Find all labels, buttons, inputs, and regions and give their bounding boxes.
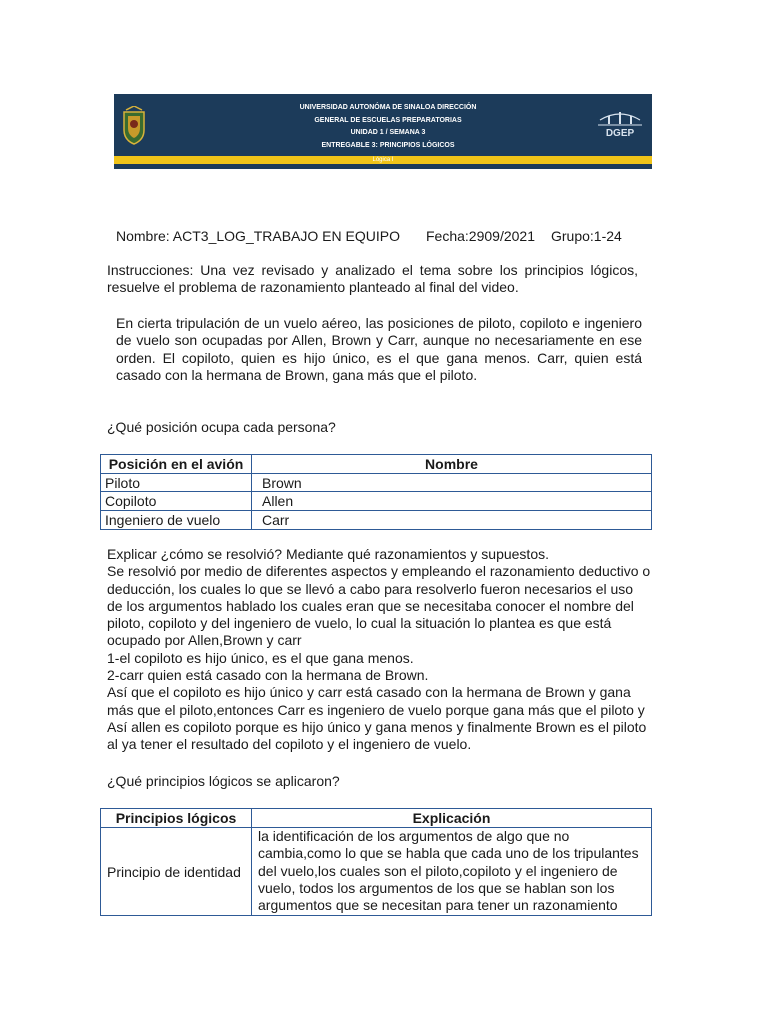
table-row [101, 828, 652, 916]
student-name: Nombre: ACT3_LOG_TRABAJO EN EQUIPO [116, 228, 400, 244]
table-header-row [101, 455, 652, 474]
column-header-name: Nombre [252, 455, 652, 474]
banner-line-deliverable: ENTREGABLE 3: PRINCIPIOS LÓGICOS [321, 141, 455, 149]
date: Fecha:2909/2021 [426, 228, 535, 244]
explanation-paragraph-2: Así que el copiloto es hijo único y carr está casado con la hermana de Brown y gana más que el piloto,entonces Carr es ingeniero de vuelo porque gana más que el piloto y Así allen es copiloto porque es hijo único y gana menos y finalmente Brown es el piloto al ya tener el resultado del copiloto y el ingeniero de vuelo. [107, 684, 647, 753]
banner-line-university: UNIVERSIDAD AUTONÓMA DE SINALOA DIRECCIÓN [299, 104, 477, 111]
position-cell: Copiloto [101, 492, 252, 511]
column-header-explanation: Explicación [252, 809, 652, 828]
position-cell: Piloto [101, 474, 252, 492]
table-row [101, 474, 652, 492]
table-header-row [101, 809, 652, 828]
name-cell: Allen [252, 492, 652, 511]
banner-line-schools: GENERAL DE ESCUELAS PREPARATORIAS [314, 116, 462, 124]
name-cell: Brown [252, 474, 652, 492]
explanation-block [107, 546, 652, 754]
position-cell: Ingeniero de vuelo [101, 511, 252, 530]
explanation-prompt: Explicar ¿cómo se resolvió? Mediante qué razonamientos y supuestos. [107, 546, 549, 562]
positions-table [100, 454, 652, 530]
dgep-logo [594, 106, 646, 140]
banner-title-block [264, 102, 512, 152]
column-header-principle: Principios lógicos [101, 809, 252, 828]
problem-statement: En cierta tripulación de un vuelo aéreo, las posiciones de piloto, copiloto e ingeniero de vuelo son ocupadas por Allen, Brown y Carr, aunque no necesariamente en ese orden. El copiloto, quien es hijo único, es el que gana menos. Carr, quien está casado con la hermana de Brown, gana más que el piloto. [116, 315, 642, 383]
question-positions: ¿Qué posición ocupa cada persona? [107, 419, 336, 435]
explanation-cell: la identificación de los argumentos de algo que no cambia,como lo que se habla que cada uno de los tripulantes del vuelo,los cuales son el piloto,copiloto y el ingeniero de vuelo, todos los argumentos de los que se hablan son los argumentos que se necesitan para tener un razonamiento [252, 828, 652, 916]
explanation-point-1: 1-el copiloto es hijo único, es el que gana menos. [107, 649, 414, 666]
header-banner [114, 94, 652, 169]
explanation-paragraph-1: Se resolvió por medio de diferentes aspectos y empleando el razonamiento deductivo o deducción, los cuales lo que se llevó a cabo para resolverlo fueron necesarios el uso de los argumentos hablado los cuales eran que se necesitaba conocer el nombre del piloto, copiloto y del ingeniero de vuelo, lo cual la situación lo plantea es que está ocupado por Allen,Brown y carr [107, 563, 651, 649]
explanation-point-2: 2-carr quien está casado con la hermana de Brown. [107, 667, 429, 684]
principles-table [100, 808, 652, 916]
table-row [101, 492, 652, 511]
banner-line-unit: UNIDAD 1 / SEMANA 3 [350, 129, 426, 136]
principle-cell: Principio de identidad [101, 828, 252, 916]
university-shield-logo [120, 106, 148, 146]
table-row [101, 511, 652, 530]
banner-subject: Lógica I [372, 157, 394, 163]
column-header-position: Posición en el avión [101, 455, 252, 474]
instructions: Instrucciones: Una vez revisado y analizado el tema sobre los principios lógicos, resuelve el problema de razonamiento planteado al final del video. [107, 262, 638, 296]
group: Grupo:1-24 [551, 228, 622, 244]
question-principles: ¿Qué principios lógicos se aplicaron? [107, 773, 340, 789]
dgep-logo-text: DGEP [605, 128, 635, 139]
name-cell: Carr [252, 511, 652, 530]
